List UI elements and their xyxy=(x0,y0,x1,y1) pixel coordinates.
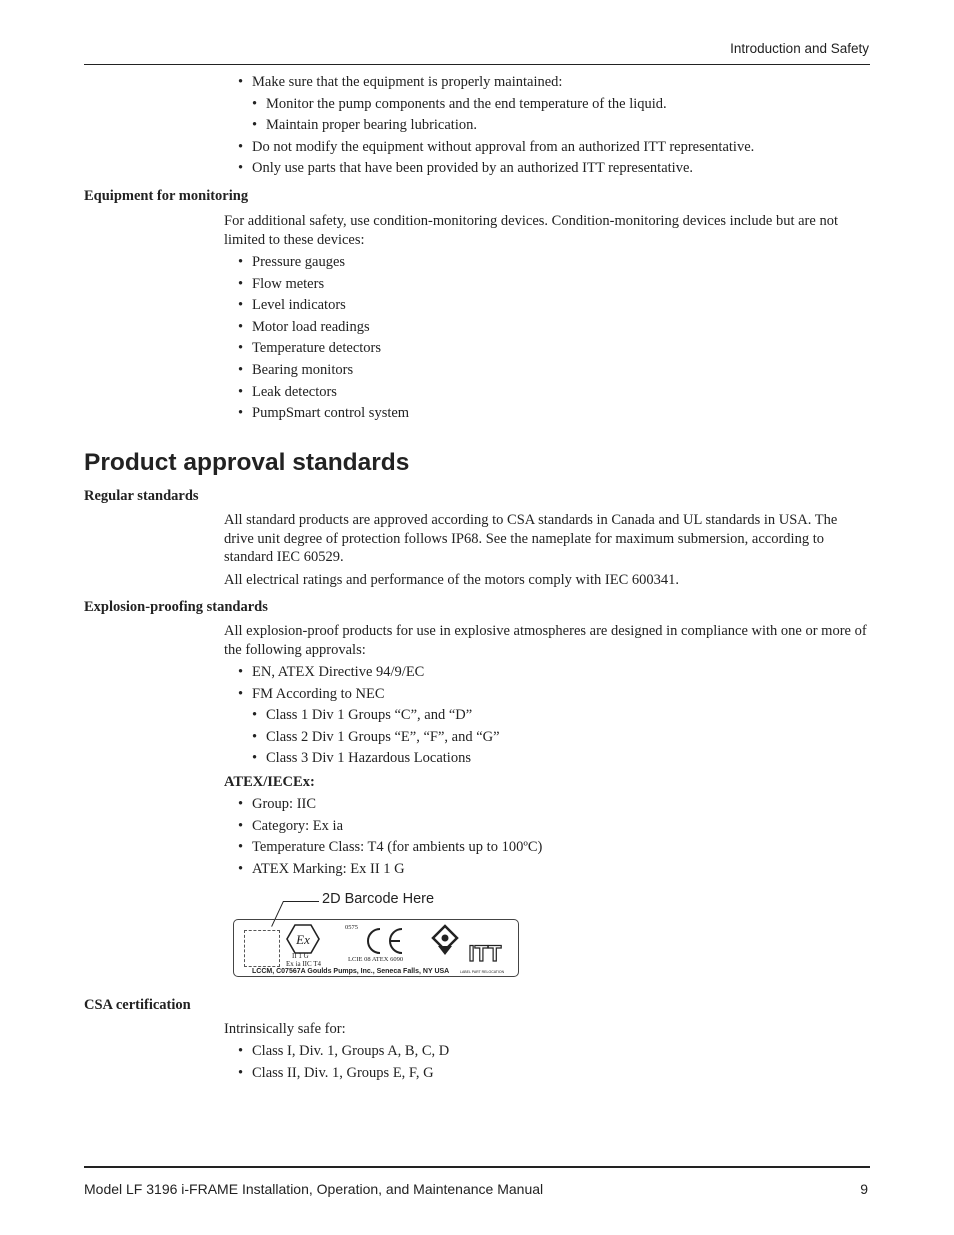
list-item: • Group: IIC xyxy=(238,794,542,816)
barcode-placeholder xyxy=(244,930,280,967)
list-item: • Monitor the pump components and the end temperature of the liquid. xyxy=(252,94,754,116)
atex-ex-hexagon-icon xyxy=(286,924,320,954)
itt-logo-text: ITT xyxy=(468,941,502,966)
list-item: • Make sure that the equipment is properly maintained: xyxy=(238,72,754,94)
label-relocation-note: LABEL PART RELOCATION xyxy=(460,970,505,974)
list-item: • Class I, Div. 1, Groups A, B, C, D xyxy=(238,1041,449,1063)
subheading-csa: CSA certification xyxy=(84,997,191,1013)
list-item: • Temperature Class: T4 (for ambients up to 100ºC) xyxy=(238,837,542,859)
subheading-explosion-proofing: Explosion-proofing standards xyxy=(84,599,268,615)
list-item: • Do not modify the equipment without approval from an authorized ITT representative. xyxy=(238,137,754,159)
running-header: Introduction and Safety xyxy=(730,41,869,56)
list-item: • PumpSmart control system xyxy=(238,403,409,425)
ex-class-text: Ex ia IIC T4 xyxy=(286,960,322,968)
subheading-monitoring: Equipment for monitoring xyxy=(84,188,249,204)
page-number: 9 xyxy=(860,1181,868,1197)
list-item: • Class II, Div. 1, Groups E, F, G xyxy=(238,1063,449,1085)
monitoring-intro: For additional safety, use condition-monitoring devices. Condition-monitoring devices include but are not limited to these devices: xyxy=(224,213,838,248)
notified-body-number: 0575 xyxy=(345,924,358,931)
callout-leader-line xyxy=(283,901,319,902)
ce-mark-icon xyxy=(360,926,406,956)
barcode-callout-label: 2D Barcode Here xyxy=(322,891,435,907)
certificate-number: LCIE 08 ATEX 6090 xyxy=(348,956,404,963)
atex-heading: ATEX/IECEx: xyxy=(224,774,315,790)
atex-list xyxy=(238,794,542,880)
footer-manual-title: Model LF 3196 i-FRAME Installation, Operation, and Maintenance Manual xyxy=(84,1181,544,1197)
monitoring-list xyxy=(238,252,409,425)
list-item: • Motor load readings xyxy=(238,317,409,339)
regular-standards-para: All standard products are approved according to CSA standards in Canada and UL standards in USA. The drive unit degree of protection follows IP68. See the nameplate for maximum submersion, according to standard IEC 60529. xyxy=(224,512,838,565)
list-item: • Class 2 Div 1 Groups “E”, “F”, and “G” xyxy=(252,727,500,749)
list-item: • ATEX Marking: Ex II 1 G xyxy=(238,859,542,881)
list-item: • Maintain proper bearing lubrication. xyxy=(252,115,754,137)
list-item: • Bearing monitors xyxy=(238,360,409,382)
list-item: • Flow meters xyxy=(238,274,409,296)
list-item: • FM According to NEC xyxy=(238,684,500,706)
footer-rule xyxy=(84,1166,870,1168)
list-item: • EN, ATEX Directive 94/9/EC xyxy=(238,662,500,684)
header-rule xyxy=(84,64,870,65)
explosion-intro: All explosion-proof products for use in explosive atmospheres are designed in compliance with one or more of the following approvals: xyxy=(224,623,867,658)
maintenance-list xyxy=(238,72,754,180)
csa-list xyxy=(238,1041,449,1084)
label-part-number: LCCM, C07567A Goulds Pumps, Inc., Seneca Falls, NY USA xyxy=(252,968,450,975)
motor-ratings-para: All electrical ratings and performance of the motors comply with IEC 600341. xyxy=(224,572,680,588)
ex-symbol-text: Ex xyxy=(296,932,310,947)
itt-logo-icon xyxy=(456,940,514,966)
subheading-regular-standards: Regular standards xyxy=(84,488,199,504)
ex-category-text: II 1 G xyxy=(292,952,309,960)
list-item: • Temperature detectors xyxy=(238,338,409,360)
approvals-list xyxy=(238,662,500,770)
list-item: • Pressure gauges xyxy=(238,252,409,274)
list-item: • Class 3 Div 1 Hazardous Locations xyxy=(252,748,500,770)
list-item: • Level indicators xyxy=(238,295,409,317)
list-item: • Leak detectors xyxy=(238,382,409,404)
nameplate-figure xyxy=(233,919,519,977)
list-item: • Class 1 Div 1 Groups “C”, and “D” xyxy=(252,705,500,727)
section-heading: Product approval standards xyxy=(84,449,410,476)
list-item: • Only use parts that have been provided by an authorized ITT representative. xyxy=(238,158,754,180)
csa-intro: Intrinsically safe for: xyxy=(224,1021,346,1037)
list-item: • Category: Ex ia xyxy=(238,816,542,838)
